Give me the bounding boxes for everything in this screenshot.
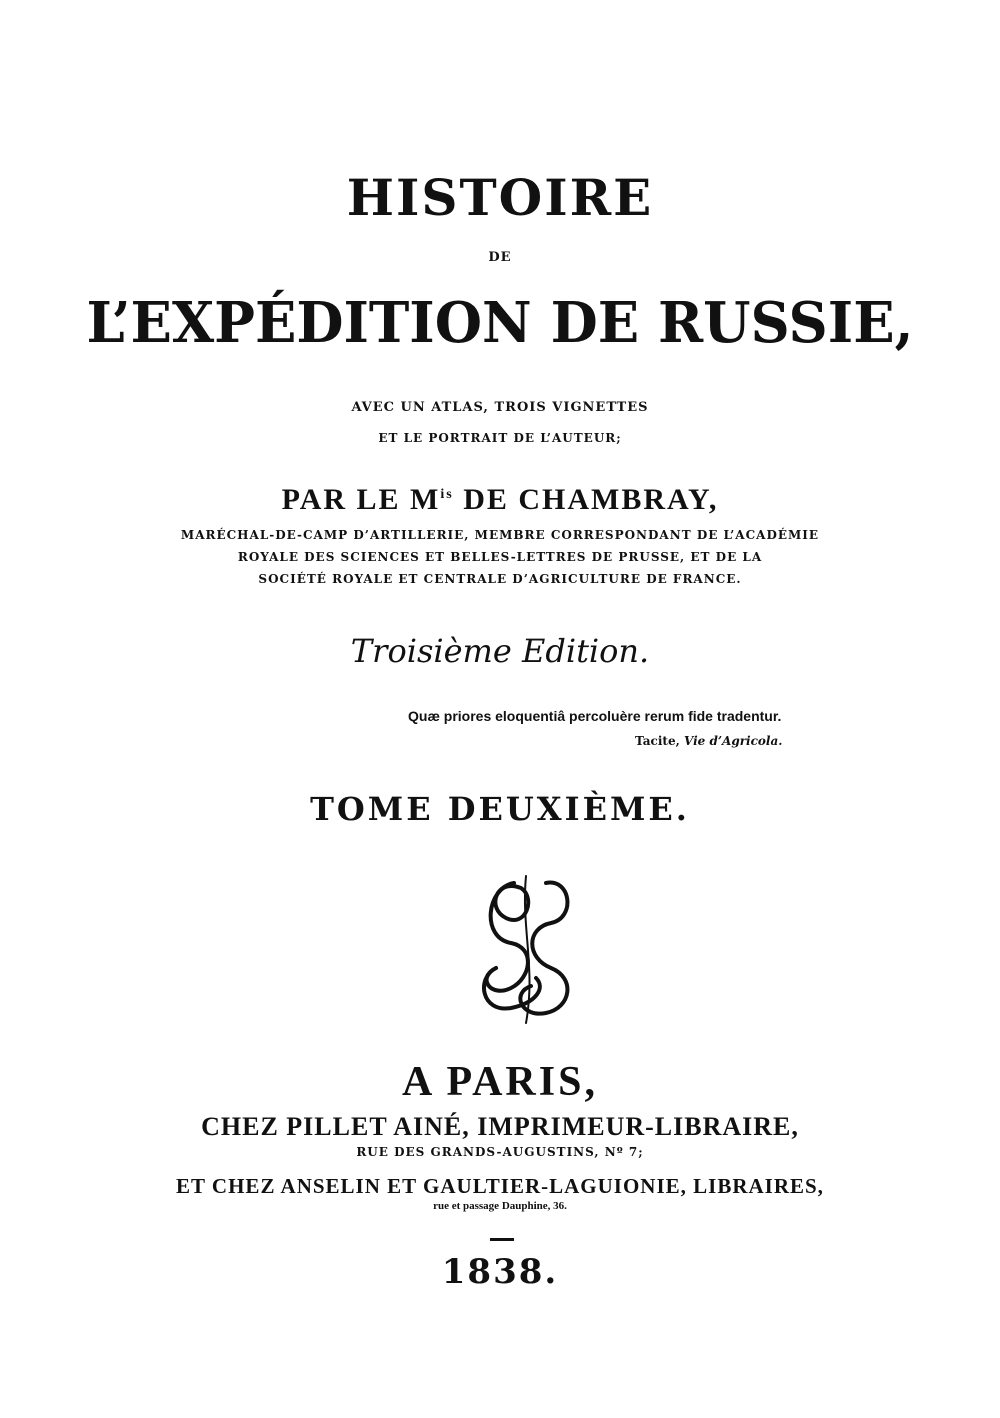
publisher-1: CHEZ PILLET AINÉ, IMPRIMEUR-LIBRAIRE,	[201, 1112, 799, 1141]
monogram-icon	[466, 868, 586, 1028]
edition: Troisième Edition.	[350, 632, 650, 670]
publisher-2-address: rue et passage Dauphine, 36.	[433, 1200, 567, 1212]
divider	[490, 1238, 514, 1241]
publisher-2: ET CHEZ ANSELIN ET GAULTIER-LAGUIONIE, LIBRAIRES,	[176, 1174, 824, 1198]
publisher-1-address: RUE DES GRANDS-AUGUSTINS, Nº 7;	[356, 1145, 644, 1159]
place: A PARIS,	[402, 1059, 598, 1105]
author-prefix: PAR LE M	[281, 483, 441, 516]
title-connector: DE	[488, 250, 512, 265]
author-description-3: SOCIÉTÉ ROYALE ET CENTRALE D’AGRICULTURE DE FRANCE.	[258, 572, 742, 586]
epigraph-source	[635, 734, 782, 748]
volume-title: TOME DEUXIÈME.	[310, 790, 690, 828]
epigraph-work: Vie d’Agricola.	[683, 734, 783, 748]
epigraph-author: Tacite,	[635, 734, 684, 748]
epigraph-text: Quæ priores eloquentiâ percoluère rerum fide tradentur.	[408, 708, 782, 724]
subtitle-line-1: AVEC UN ATLAS, TROIS VIGNETTES	[351, 400, 649, 415]
author-title-abbrev: is	[440, 487, 454, 502]
author-description-2: ROYALE DES SCIENCES ET BELLES-LETTRES DE PRUSSE, ET DE LA	[237, 550, 763, 564]
author-description-1: MARÉCHAL-DE-CAMP D’ARTILLERIE, MEMBRE CORRESPONDANT DE L’ACADÉMIE	[180, 528, 820, 542]
subtitle-line-2: ET LE PORTRAIT DE L’AUTEUR;	[378, 431, 622, 445]
author-name: DE CHAMBRAY,	[453, 483, 719, 516]
year: 1838.	[441, 1252, 559, 1292]
author-line	[0, 483, 1000, 517]
main-title: L’EXPÉDITION DE RUSSIE,	[86, 290, 914, 356]
title: HISTOIRE	[346, 168, 654, 227]
